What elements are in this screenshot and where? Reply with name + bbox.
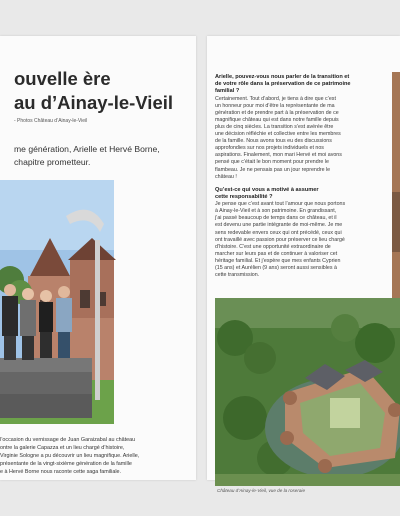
answer-2-line-6: ont travaillé avec passion pour préserver ce lieu chargé [215,236,345,243]
answer-1-line-11: flambeau. Je ne pensais pas un jour reprendre le [215,166,331,173]
answer-2-line-4: est devenu une partie intégrante de moi-même. Je me [215,222,343,229]
question-1-line-3: familial ? [215,88,240,95]
answer-2-line-9: héritage familial. Et j’espère que mes enfants Cyprien [215,257,341,264]
answer-2-line-10: (15 ans) et Aurélien (9 ans) seront aussi sensibles à [215,264,337,271]
article-title-line-1: ouvelle ère [14,68,111,89]
body-line-4: présentante de la vingt-sixième génération de la famille [0,461,132,467]
answer-2-line-1: Je pense que c’est avant tout l’amour que nous portons [215,201,346,208]
answer-2-line-3: j’ai passé beaucoup de temps dans ce château, et il [215,215,337,222]
answer-1-line-10: pensé que c’était le bon moment pour prendre le [215,159,329,166]
photo-credit: - Photos Château d’Ainay-le-Vieil [14,118,88,124]
aerial-castle-photo [215,298,400,486]
question-2-line-1: Qu’est-ce qui vous a motivé à assumer [215,186,319,193]
side-photo-strip [392,72,400,310]
body-line-3: Virginie Sologne a pu découvrir un lieu magnifique. Arielle, [0,453,140,459]
body-line-1: l’occasion du vernissage de Juan Garaizabal au château [0,437,136,443]
article-title-line-2: au d’Ainay-le-Vieil [14,92,174,113]
question-1-line-2: de votre rôle dans la préservation de ce patrimoine [215,81,351,88]
castle-family-photo [0,180,114,424]
question-2-line-2: cette responsabilité ? [215,193,273,200]
answer-1-line-9: aspirations. Finalement, mon mari Hervé et moi avons [215,152,342,159]
answer-1-line-2: un honneur pour moi d’être la représentante de ma [215,102,335,109]
answer-2-line-8: marcher sur leurs pas et de continuer à valoriser cet [215,250,338,257]
answer-1-line-8: approfondies sur nos projets individuels et nos [215,145,324,152]
body-line-2: ontre la galerie Capazza et un lieu chargé d’histoire, [0,445,125,451]
answer-2-line-11: cette transmission. [215,272,260,279]
interview-column [215,74,381,279]
answer-1-line-5: plus de cinq siècles. La transition s’est avérée être [215,123,334,130]
answer-2-line-5: sens redevable envers ceux qui ont précédé, ceux qui [215,229,342,236]
answer-1-line-3: génération et de prendre part à la préservation de ce [215,109,339,116]
left-page [0,36,196,480]
answer-2-line-7: d’histoire. C’est une opportunité extraordinaire de [215,243,331,250]
right-page [207,36,400,493]
answer-1-line-4: magnifique château qui est dans notre famille depuis [215,116,339,123]
question-1-line-1: Arielle, pouvez-vous nous parler de la transition et [215,74,350,80]
answer-2-line-2: à Ainay-le-Vieil et à son patrimoine. En grandissant, [215,208,337,215]
answer-1-line-7: de la famille. Nous avons tous eu des discussions [215,138,332,145]
body-line-5: e à Hervé Borne nous raconte cette saga familiale. [0,469,122,475]
article-body [0,436,180,476]
answer-1-line-6: une décision réfléchie et collective entre les membres [215,131,341,138]
aerial-photo-caption: Château d’Ainay-le-Vieil, vue de la roseraie [217,488,306,493]
intro-line-2: chapitre prometteur. [14,157,91,167]
answer-1-line-12: château ! [215,173,237,180]
answer-1-line-1: Certainement. Tout d’abord, je tiens à dire que c’est [215,95,336,102]
intro-line-1: me génération, Arielle et Hervé Borne, [14,144,160,154]
